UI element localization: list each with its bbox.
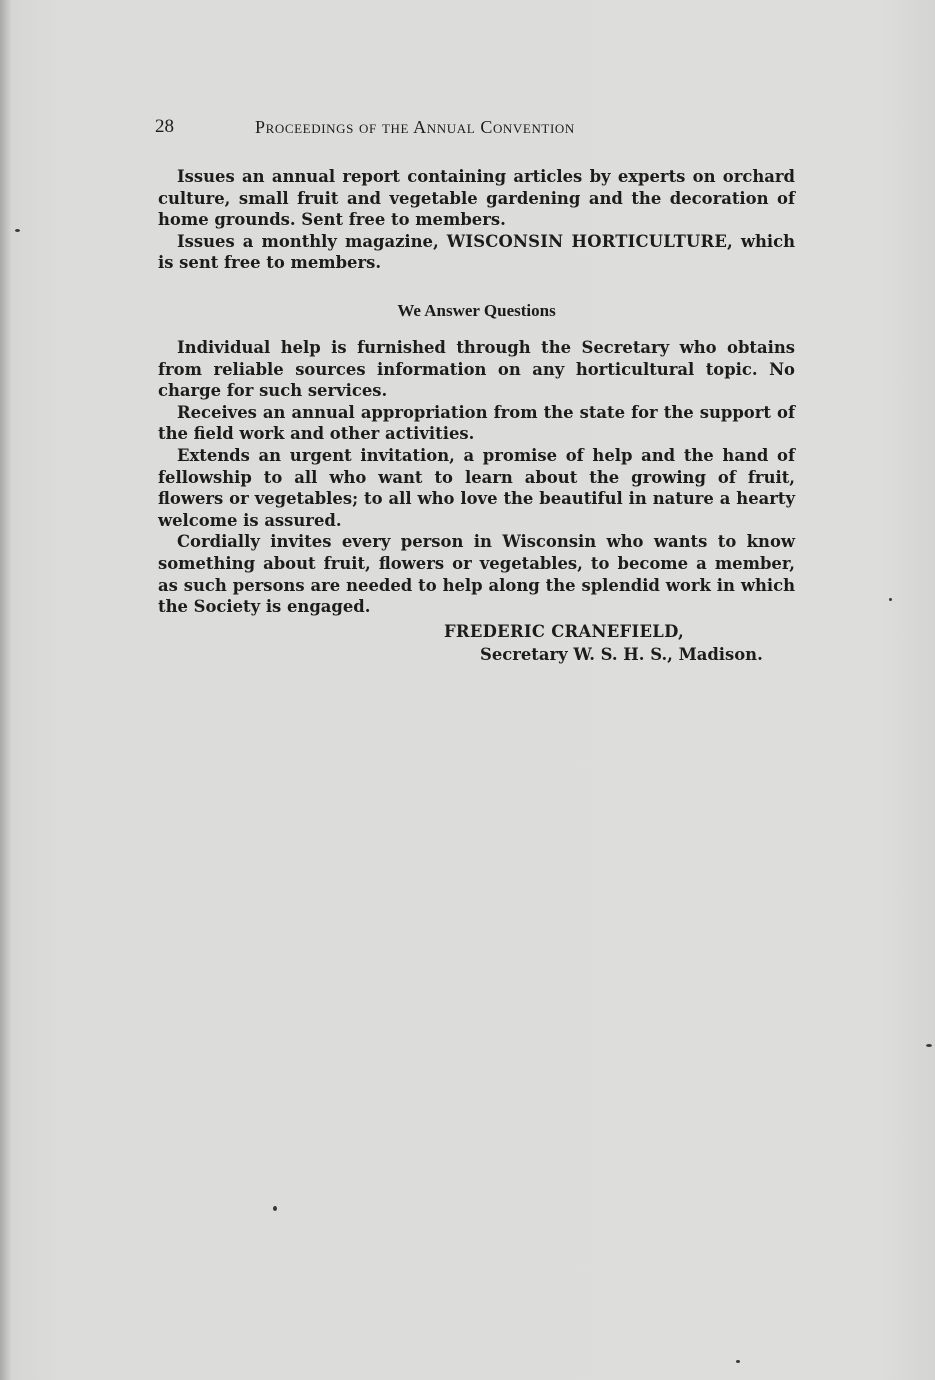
magazine-text-after: , which is sent free to members. (158, 231, 795, 273)
section-heading: We Answer Questions (397, 301, 556, 320)
running-head: Proceedings of the Annual Convention (255, 117, 575, 137)
paper-speck (273, 1206, 277, 1211)
page-header (155, 116, 795, 144)
signature-title: Secretary W. S. H. S., Madison. (480, 645, 763, 664)
page-spine-shadow (0, 0, 10, 1380)
paragraph-annual-report: Issues an annual report containing articles by experts on orchard culture, small fruit and vegetable gardening and the decoration of home grounds. Sent free to members. (158, 167, 795, 230)
paper-speck (889, 598, 892, 601)
paper-speck (15, 229, 20, 232)
paragraph-magazine (158, 231, 795, 274)
section-block (158, 337, 795, 618)
signature-name: FREDERIC CRANEFIELD, (444, 622, 685, 641)
paragraph-membership: Cordially invites every person in Wisconsin who wants to know something about fruit, flowers or vegetables, to become a member, as such persons are needed to help along the splendid work in which the Society is engaged. (158, 532, 795, 617)
paragraph-individual-help: Individual help is furnished through the Secretary who obtains from reliable sources information on any horticultural topic. No charge for such services. (158, 338, 795, 401)
paragraph-appropriation: Receives an annual appropriation from the state for the support of the field work and other activities. (158, 402, 795, 444)
paper-speck (736, 1360, 740, 1363)
magazine-title: WISCONSIN HORTICULTURE (446, 231, 728, 251)
intro-block (158, 166, 795, 274)
page-number: 28 (155, 116, 174, 137)
magazine-text-before: Issues a monthly magazine, (177, 231, 447, 251)
paragraph-invitation: Extends an urgent invitation, a promise of help and the hand of fellowship to all who want to learn about the growing of fruit, flowers or vegetables; to all who love the beautiful in nature a hearty welcome is assured. (158, 445, 795, 530)
paper-speck (926, 1044, 932, 1047)
